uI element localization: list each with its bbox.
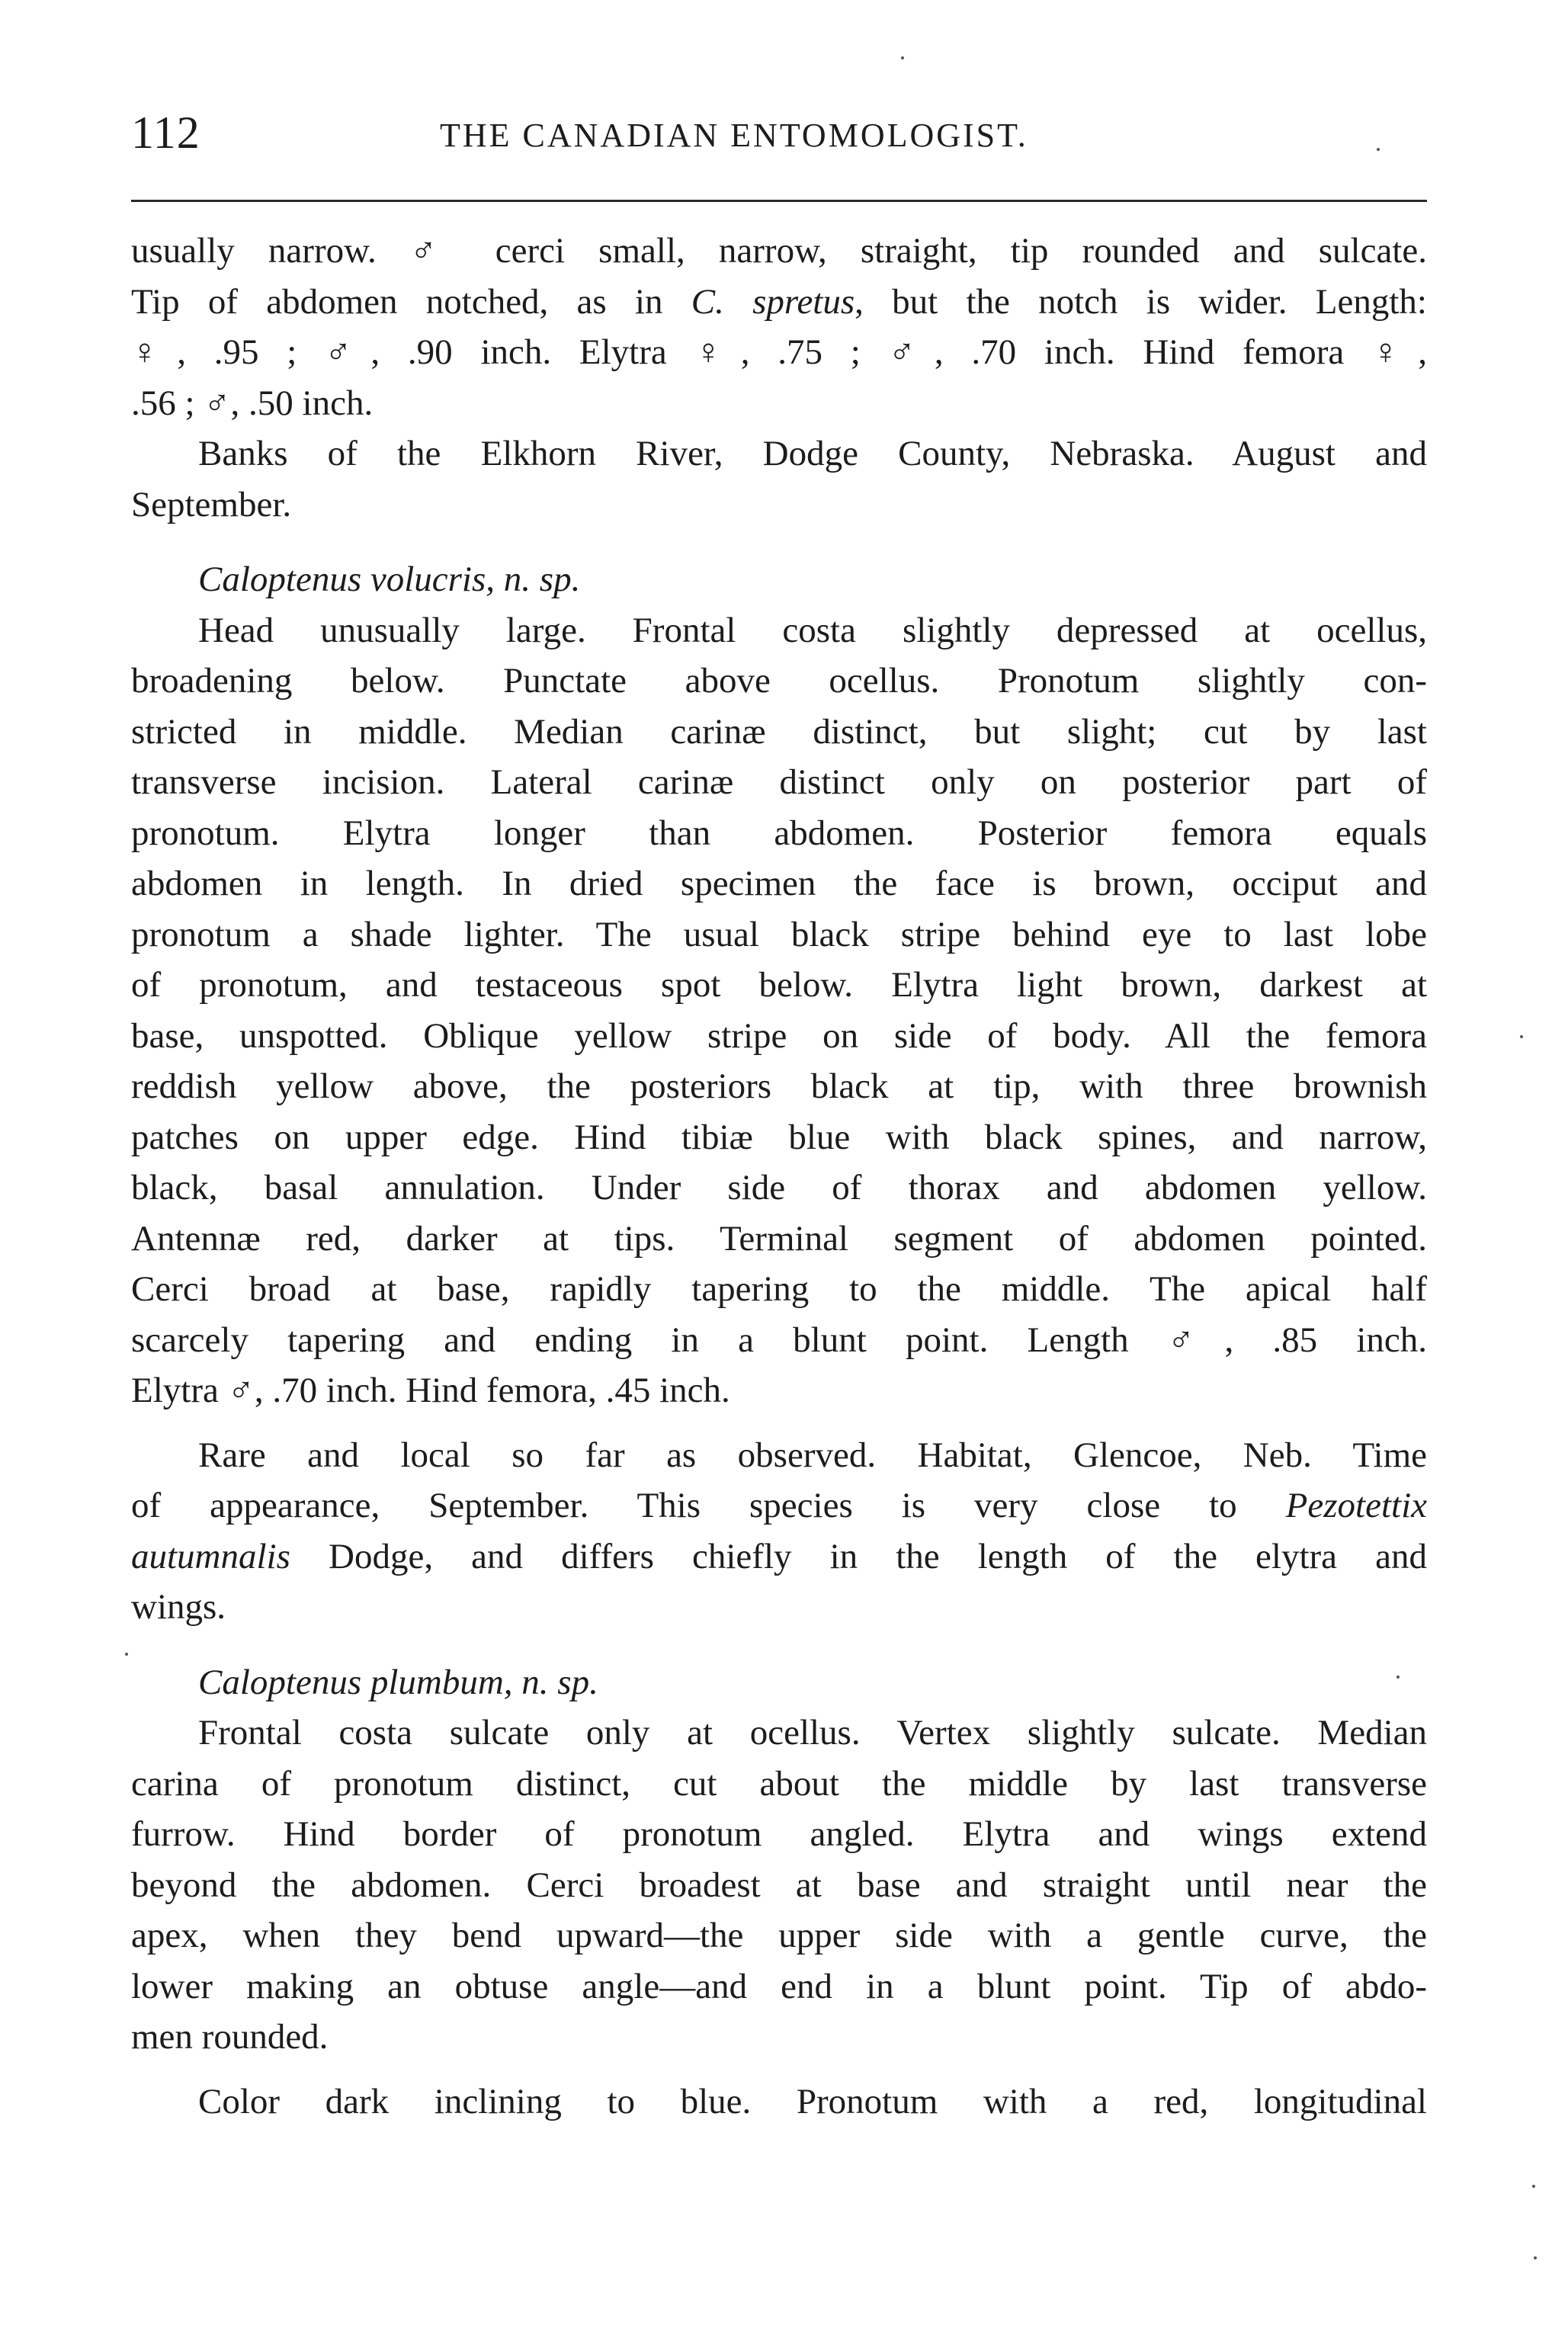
text-line: broadening below. Punctate above ocellus. Pronotum slightly con- [131,661,1427,701]
scan-speck [1532,2185,1535,2188]
section-gap [131,530,1427,554]
text-line: September. [131,484,292,524]
text-line: beyond the abdomen. Cerci broadest at base and straight until near the [131,1865,1427,1905]
scan-speck [1520,1035,1523,1038]
text-line: Banks of the Elkhorn River, Dodge County, Nebraska. August and [198,434,1427,473]
text-line: transverse incision. Lateral carinæ distinct only on posterior part of [131,762,1427,802]
text-line: Antennæ red, darker at tips. Terminal segment of abdomen pointed. [131,1218,1427,1259]
text-line: usually narrow. ♂ cerci small, narrow, straight, tip rounded and sulcate. [131,231,1427,271]
text-line: Rare and local so far as observed. Habitat, Glencoe, Neb. Time [198,1435,1427,1475]
text-line: lower making an obtuse angle—and end in a blunt point. Tip of abdo- [131,1966,1427,2006]
text-line: carina of pronotum distinct, cut about the middle by last transverse [131,1763,1427,1804]
text-line: abdomen in length. In dried specimen the face is brown, occiput and [131,864,1427,903]
scan-speck [1396,1676,1400,1679]
text-line: furrow. Hind border of pronotum angled. Elytra and wings extend [131,1814,1427,1854]
scan-speck [125,1653,128,1656]
species-heading: Caloptenus volucris, n. sp. [198,560,581,599]
species-heading: Caloptenus plumbum, n. sp. [198,1662,598,1702]
species-name: C. spretus [691,281,855,322]
text-span: Tip of abdomen notched, as in [131,281,691,322]
page-number: 112 [131,107,200,158]
species-name: autumnalis [131,1536,290,1576]
genus-name: Pezotettix [1285,1486,1427,1525]
text-line: patches on upper edge. Hind tibiæ blue with black spines, and narrow, [131,1117,1427,1157]
text-line: Color dark inclining to blue. Pronotum with a red, longitudinal [198,2081,1427,2121]
header-rule [131,200,1427,202]
text-line: pronotum a shade lighter. The usual black stripe behind eye to last lobe [131,914,1427,954]
text-line: base, unspotted. Oblique yellow stripe on side of body. All the femora [131,1015,1427,1056]
scan-speck [1377,148,1380,151]
text-line: Frontal costa sulcate only at ocellus. Vertex slightly sulcate. Median [198,1713,1427,1753]
text-line [131,1531,1427,1583]
page-body [131,226,1427,2127]
text-line: Cerci broad at base, rapidly tapering to the middle. The apical half [131,1269,1427,1309]
text-span: , but the notch is wider. Length: [855,281,1427,322]
text-line: men rounded. [131,2017,329,2057]
page-header [131,107,1427,168]
text-line: wings. [131,1587,226,1627]
text-line: Head unusually large. Frontal costa slightly depressed at ocellus, [198,610,1427,650]
text-line: black, basal annulation. Under side of thorax and abdomen yellow. [131,1168,1427,1207]
section-gap [131,1633,1427,1657]
text-line: scarcely tapering and ending in a blunt point. Length ♂, .85 inch. [131,1320,1427,1360]
text-line: pronotum. Elytra longer than abdomen. Posterior femora equals [131,813,1427,853]
scan-speck [901,56,904,59]
text-line: ♀, .95 ; ♂, .90 inch. Elytra ♀, .75 ; ♂, .70 inch. Hind femora ♀, [131,332,1427,372]
text-line: reddish yellow above, the posteriors black at tip, with three brownish [131,1066,1427,1106]
scan-speck [1534,2256,1537,2259]
text-line: apex, when they bend upward—the upper side with a gentle curve, the [131,1916,1427,1955]
running-head: THE CANADIAN ENTOMOLOGIST. [440,117,1028,154]
text-line [131,277,1427,328]
text-line: .56 ; ♂, .50 inch. [131,383,374,423]
text-span: of appearance, September. This species is very close to [131,1486,1286,1525]
text-line: stricted in middle. Median carinæ distinct, but slight; cut by last [131,711,1427,752]
text-line: Elytra ♂, .70 inch. Hind femora, .45 inch. [131,1371,730,1410]
text-line [131,1480,1427,1531]
text-line: of pronotum, and testaceous spot below. Elytra light brown, darkest at [131,965,1427,1005]
text-span: Dodge, and differs chiefly in the length of the elytra and [290,1536,1427,1576]
